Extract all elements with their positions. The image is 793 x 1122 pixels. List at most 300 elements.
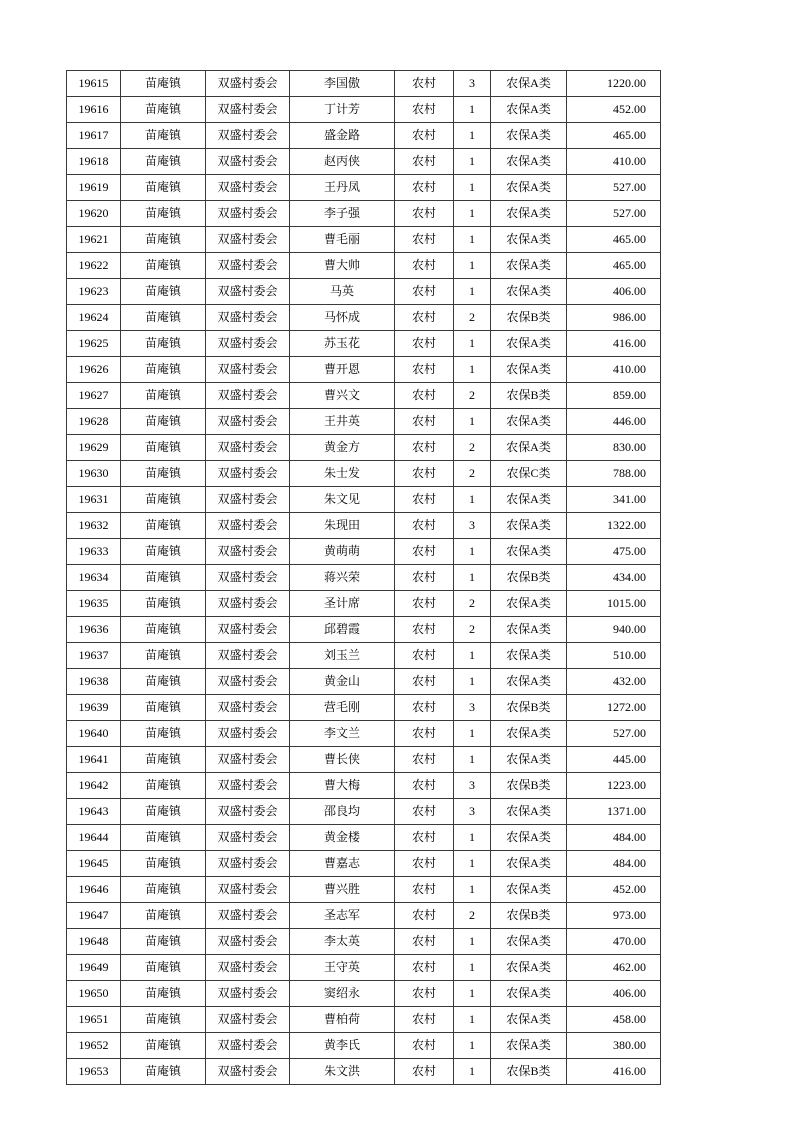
cell-amount: 510.00	[567, 643, 661, 669]
cell-type: 农村	[395, 617, 454, 643]
cell-town: 苗庵镇	[121, 227, 206, 253]
cell-village: 双盛村委会	[206, 825, 290, 851]
cell-count: 1	[454, 539, 491, 565]
table-row	[67, 305, 661, 331]
cell-id: 19630	[67, 461, 121, 487]
table-row	[67, 71, 661, 97]
cell-village: 双盛村委会	[206, 1007, 290, 1033]
cell-town: 苗庵镇	[121, 617, 206, 643]
cell-amount: 446.00	[567, 409, 661, 435]
cell-town: 苗庵镇	[121, 695, 206, 721]
cell-id: 19628	[67, 409, 121, 435]
table-row	[67, 149, 661, 175]
cell-town: 苗庵镇	[121, 1033, 206, 1059]
cell-village: 双盛村委会	[206, 799, 290, 825]
cell-village: 双盛村委会	[206, 409, 290, 435]
cell-village: 双盛村委会	[206, 565, 290, 591]
cell-id: 19646	[67, 877, 121, 903]
cell-amount: 484.00	[567, 851, 661, 877]
cell-town: 苗庵镇	[121, 851, 206, 877]
cell-name: 王井英	[290, 409, 395, 435]
cell-category: 农保A类	[491, 955, 567, 981]
table-row	[67, 227, 661, 253]
cell-name: 圣计席	[290, 591, 395, 617]
table-row	[67, 279, 661, 305]
cell-village: 双盛村委会	[206, 591, 290, 617]
cell-id: 19639	[67, 695, 121, 721]
cell-count: 3	[454, 513, 491, 539]
cell-town: 苗庵镇	[121, 643, 206, 669]
cell-count: 1	[454, 487, 491, 513]
cell-town: 苗庵镇	[121, 331, 206, 357]
table-row	[67, 383, 661, 409]
cell-type: 农村	[395, 1007, 454, 1033]
cell-count: 3	[454, 773, 491, 799]
cell-category: 农保A类	[491, 227, 567, 253]
cell-name: 朱士发	[290, 461, 395, 487]
table-row	[67, 773, 661, 799]
cell-category: 农保B类	[491, 565, 567, 591]
cell-town: 苗庵镇	[121, 435, 206, 461]
cell-town: 苗庵镇	[121, 201, 206, 227]
cell-type: 农村	[395, 461, 454, 487]
cell-village: 双盛村委会	[206, 227, 290, 253]
cell-amount: 1272.00	[567, 695, 661, 721]
cell-count: 1	[454, 227, 491, 253]
cell-type: 农村	[395, 175, 454, 201]
cell-village: 双盛村委会	[206, 981, 290, 1007]
cell-village: 双盛村委会	[206, 487, 290, 513]
cell-id: 19648	[67, 929, 121, 955]
cell-amount: 484.00	[567, 825, 661, 851]
cell-count: 1	[454, 981, 491, 1007]
table-row	[67, 877, 661, 903]
cell-count: 1	[454, 175, 491, 201]
cell-category: 农保A类	[491, 747, 567, 773]
cell-name: 曹大梅	[290, 773, 395, 799]
cell-village: 双盛村委会	[206, 513, 290, 539]
cell-category: 农保A类	[491, 97, 567, 123]
cell-count: 2	[454, 305, 491, 331]
table-row	[67, 825, 661, 851]
table-row	[67, 1007, 661, 1033]
cell-amount: 940.00	[567, 617, 661, 643]
cell-name: 丁计芳	[290, 97, 395, 123]
cell-id: 19637	[67, 643, 121, 669]
cell-count: 1	[454, 1033, 491, 1059]
cell-count: 1	[454, 279, 491, 305]
cell-amount: 434.00	[567, 565, 661, 591]
cell-category: 农保A类	[491, 799, 567, 825]
cell-village: 双盛村委会	[206, 383, 290, 409]
cell-village: 双盛村委会	[206, 305, 290, 331]
cell-amount: 470.00	[567, 929, 661, 955]
cell-amount: 465.00	[567, 253, 661, 279]
cell-amount: 1371.00	[567, 799, 661, 825]
cell-type: 农村	[395, 227, 454, 253]
cell-town: 苗庵镇	[121, 955, 206, 981]
cell-count: 3	[454, 799, 491, 825]
cell-category: 农保A类	[491, 1007, 567, 1033]
cell-count: 1	[454, 149, 491, 175]
table-row	[67, 461, 661, 487]
cell-amount: 452.00	[567, 877, 661, 903]
cell-town: 苗庵镇	[121, 71, 206, 97]
cell-category: 农保C类	[491, 461, 567, 487]
cell-id: 19618	[67, 149, 121, 175]
cell-type: 农村	[395, 773, 454, 799]
cell-town: 苗庵镇	[121, 305, 206, 331]
cell-type: 农村	[395, 695, 454, 721]
cell-count: 1	[454, 565, 491, 591]
cell-category: 农保A类	[491, 357, 567, 383]
cell-category: 农保A类	[491, 929, 567, 955]
cell-name: 曹嘉志	[290, 851, 395, 877]
table-row	[67, 669, 661, 695]
cell-id: 19642	[67, 773, 121, 799]
cell-id: 19617	[67, 123, 121, 149]
cell-village: 双盛村委会	[206, 253, 290, 279]
cell-town: 苗庵镇	[121, 799, 206, 825]
cell-type: 农村	[395, 851, 454, 877]
table-row	[67, 617, 661, 643]
cell-count: 2	[454, 617, 491, 643]
cell-amount: 462.00	[567, 955, 661, 981]
cell-village: 双盛村委会	[206, 71, 290, 97]
table-row	[67, 331, 661, 357]
table-row	[67, 903, 661, 929]
cell-town: 苗庵镇	[121, 747, 206, 773]
cell-name: 黄金楼	[290, 825, 395, 851]
cell-type: 农村	[395, 513, 454, 539]
cell-amount: 432.00	[567, 669, 661, 695]
cell-id: 19615	[67, 71, 121, 97]
cell-village: 双盛村委会	[206, 877, 290, 903]
cell-name: 王守英	[290, 955, 395, 981]
cell-id: 19622	[67, 253, 121, 279]
table-row	[67, 487, 661, 513]
cell-count: 1	[454, 747, 491, 773]
cell-count: 1	[454, 929, 491, 955]
cell-name: 曹开恩	[290, 357, 395, 383]
cell-amount: 445.00	[567, 747, 661, 773]
cell-name: 马怀成	[290, 305, 395, 331]
cell-count: 1	[454, 253, 491, 279]
cell-name: 赵丙侠	[290, 149, 395, 175]
cell-id: 19638	[67, 669, 121, 695]
cell-id: 19634	[67, 565, 121, 591]
cell-type: 农村	[395, 643, 454, 669]
table-row	[67, 955, 661, 981]
cell-name: 黄金方	[290, 435, 395, 461]
cell-count: 1	[454, 331, 491, 357]
cell-id: 19625	[67, 331, 121, 357]
cell-category: 农保A类	[491, 669, 567, 695]
cell-category: 农保B类	[491, 695, 567, 721]
cell-village: 双盛村委会	[206, 929, 290, 955]
cell-count: 1	[454, 877, 491, 903]
table-row	[67, 253, 661, 279]
cell-id: 19620	[67, 201, 121, 227]
cell-name: 曹长侠	[290, 747, 395, 773]
cell-town: 苗庵镇	[121, 669, 206, 695]
table-row	[67, 357, 661, 383]
table-row	[67, 513, 661, 539]
cell-amount: 1223.00	[567, 773, 661, 799]
cell-id: 19629	[67, 435, 121, 461]
cell-village: 双盛村委会	[206, 123, 290, 149]
cell-id: 19619	[67, 175, 121, 201]
cell-id: 19621	[67, 227, 121, 253]
cell-category: 农保B类	[491, 773, 567, 799]
cell-amount: 416.00	[567, 331, 661, 357]
cell-id: 19641	[67, 747, 121, 773]
cell-category: 农保B类	[491, 903, 567, 929]
table-row	[67, 97, 661, 123]
cell-village: 双盛村委会	[206, 669, 290, 695]
table-row	[67, 929, 661, 955]
cell-category: 农保A类	[491, 435, 567, 461]
cell-amount: 527.00	[567, 175, 661, 201]
cell-village: 双盛村委会	[206, 279, 290, 305]
cell-name: 黄金山	[290, 669, 395, 695]
cell-name: 刘玉兰	[290, 643, 395, 669]
cell-name: 曹兴胜	[290, 877, 395, 903]
cell-type: 农村	[395, 669, 454, 695]
cell-id: 19636	[67, 617, 121, 643]
cell-town: 苗庵镇	[121, 1059, 206, 1085]
cell-count: 1	[454, 825, 491, 851]
cell-amount: 406.00	[567, 981, 661, 1007]
table-row	[67, 201, 661, 227]
cell-type: 农村	[395, 435, 454, 461]
cell-town: 苗庵镇	[121, 1007, 206, 1033]
cell-count: 1	[454, 1059, 491, 1085]
cell-category: 农保A类	[491, 825, 567, 851]
cell-id: 19640	[67, 721, 121, 747]
cell-category: 农保A类	[491, 487, 567, 513]
cell-count: 1	[454, 97, 491, 123]
cell-village: 双盛村委会	[206, 539, 290, 565]
cell-village: 双盛村委会	[206, 331, 290, 357]
cell-count: 1	[454, 409, 491, 435]
cell-town: 苗庵镇	[121, 383, 206, 409]
cell-village: 双盛村委会	[206, 149, 290, 175]
cell-category: 农保B类	[491, 383, 567, 409]
cell-type: 农村	[395, 747, 454, 773]
cell-category: 农保A类	[491, 149, 567, 175]
cell-type: 农村	[395, 799, 454, 825]
cell-id: 19651	[67, 1007, 121, 1033]
cell-name: 黄李氏	[290, 1033, 395, 1059]
cell-amount: 986.00	[567, 305, 661, 331]
table-body	[67, 71, 661, 1085]
cell-village: 双盛村委会	[206, 201, 290, 227]
table-row	[67, 1033, 661, 1059]
cell-count: 1	[454, 955, 491, 981]
cell-village: 双盛村委会	[206, 435, 290, 461]
cell-count: 2	[454, 435, 491, 461]
cell-name: 窦绍永	[290, 981, 395, 1007]
cell-category: 农保A类	[491, 253, 567, 279]
cell-category: 农保A类	[491, 513, 567, 539]
cell-town: 苗庵镇	[121, 175, 206, 201]
cell-town: 苗庵镇	[121, 253, 206, 279]
table-row	[67, 981, 661, 1007]
cell-id: 19616	[67, 97, 121, 123]
cell-town: 苗庵镇	[121, 487, 206, 513]
cell-type: 农村	[395, 955, 454, 981]
cell-amount: 410.00	[567, 149, 661, 175]
cell-id: 19647	[67, 903, 121, 929]
cell-count: 1	[454, 201, 491, 227]
table-row	[67, 747, 661, 773]
cell-type: 农村	[395, 409, 454, 435]
cell-town: 苗庵镇	[121, 721, 206, 747]
cell-village: 双盛村委会	[206, 955, 290, 981]
table-row	[67, 409, 661, 435]
cell-type: 农村	[395, 1059, 454, 1085]
cell-amount: 416.00	[567, 1059, 661, 1085]
cell-type: 农村	[395, 721, 454, 747]
cell-category: 农保A类	[491, 331, 567, 357]
cell-town: 苗庵镇	[121, 279, 206, 305]
cell-type: 农村	[395, 383, 454, 409]
cell-town: 苗庵镇	[121, 539, 206, 565]
cell-town: 苗庵镇	[121, 97, 206, 123]
cell-type: 农村	[395, 331, 454, 357]
table-row	[67, 591, 661, 617]
cell-count: 2	[454, 591, 491, 617]
cell-amount: 341.00	[567, 487, 661, 513]
cell-category: 农保A类	[491, 643, 567, 669]
cell-category: 农保A类	[491, 1033, 567, 1059]
cell-amount: 465.00	[567, 123, 661, 149]
cell-town: 苗庵镇	[121, 357, 206, 383]
cell-town: 苗庵镇	[121, 461, 206, 487]
cell-type: 农村	[395, 1033, 454, 1059]
cell-count: 3	[454, 695, 491, 721]
cell-town: 苗庵镇	[121, 773, 206, 799]
cell-amount: 410.00	[567, 357, 661, 383]
cell-village: 双盛村委会	[206, 1033, 290, 1059]
cell-name: 曹兴文	[290, 383, 395, 409]
cell-count: 2	[454, 903, 491, 929]
cell-count: 1	[454, 357, 491, 383]
cell-category: 农保A类	[491, 851, 567, 877]
cell-town: 苗庵镇	[121, 513, 206, 539]
cell-village: 双盛村委会	[206, 773, 290, 799]
cell-name: 朱现田	[290, 513, 395, 539]
cell-type: 农村	[395, 929, 454, 955]
benefits-table	[66, 70, 661, 1085]
cell-amount: 788.00	[567, 461, 661, 487]
cell-type: 农村	[395, 565, 454, 591]
cell-name: 朱文见	[290, 487, 395, 513]
cell-name: 王丹凤	[290, 175, 395, 201]
cell-amount: 527.00	[567, 201, 661, 227]
cell-town: 苗庵镇	[121, 409, 206, 435]
cell-name: 李国傲	[290, 71, 395, 97]
cell-count: 1	[454, 643, 491, 669]
cell-amount: 527.00	[567, 721, 661, 747]
cell-amount: 1015.00	[567, 591, 661, 617]
cell-category: 农保A类	[491, 71, 567, 97]
cell-type: 农村	[395, 253, 454, 279]
cell-name: 苏玉花	[290, 331, 395, 357]
cell-village: 双盛村委会	[206, 97, 290, 123]
cell-name: 曹柏荷	[290, 1007, 395, 1033]
cell-type: 农村	[395, 981, 454, 1007]
cell-count: 1	[454, 123, 491, 149]
cell-id: 19644	[67, 825, 121, 851]
table-row	[67, 435, 661, 461]
table-row	[67, 851, 661, 877]
cell-id: 19635	[67, 591, 121, 617]
cell-name: 圣志军	[290, 903, 395, 929]
cell-count: 3	[454, 71, 491, 97]
cell-village: 双盛村委会	[206, 851, 290, 877]
cell-type: 农村	[395, 877, 454, 903]
cell-amount: 452.00	[567, 97, 661, 123]
cell-town: 苗庵镇	[121, 877, 206, 903]
cell-town: 苗庵镇	[121, 929, 206, 955]
cell-village: 双盛村委会	[206, 643, 290, 669]
table-row	[67, 695, 661, 721]
cell-type: 农村	[395, 123, 454, 149]
table-row	[67, 721, 661, 747]
cell-category: 农保A类	[491, 539, 567, 565]
cell-id: 19632	[67, 513, 121, 539]
cell-type: 农村	[395, 201, 454, 227]
table-row	[67, 643, 661, 669]
cell-type: 农村	[395, 591, 454, 617]
table-row	[67, 175, 661, 201]
cell-village: 双盛村委会	[206, 1059, 290, 1085]
cell-type: 农村	[395, 97, 454, 123]
cell-count: 1	[454, 1007, 491, 1033]
cell-category: 农保A类	[491, 201, 567, 227]
cell-id: 19650	[67, 981, 121, 1007]
cell-amount: 380.00	[567, 1033, 661, 1059]
cell-name: 邵良均	[290, 799, 395, 825]
cell-type: 农村	[395, 149, 454, 175]
cell-category: 农保A类	[491, 279, 567, 305]
cell-count: 2	[454, 383, 491, 409]
cell-id: 19653	[67, 1059, 121, 1085]
cell-amount: 1322.00	[567, 513, 661, 539]
cell-category: 农保A类	[491, 981, 567, 1007]
cell-town: 苗庵镇	[121, 825, 206, 851]
table-row	[67, 799, 661, 825]
cell-town: 苗庵镇	[121, 149, 206, 175]
cell-type: 农村	[395, 279, 454, 305]
cell-village: 双盛村委会	[206, 461, 290, 487]
cell-id: 19627	[67, 383, 121, 409]
cell-town: 苗庵镇	[121, 903, 206, 929]
table-row	[67, 565, 661, 591]
cell-category: 农保A类	[491, 591, 567, 617]
cell-category: 农保A类	[491, 877, 567, 903]
cell-village: 双盛村委会	[206, 695, 290, 721]
cell-amount: 830.00	[567, 435, 661, 461]
cell-amount: 973.00	[567, 903, 661, 929]
cell-name: 曹大帅	[290, 253, 395, 279]
cell-village: 双盛村委会	[206, 747, 290, 773]
cell-id: 19624	[67, 305, 121, 331]
cell-town: 苗庵镇	[121, 591, 206, 617]
table-row	[67, 1059, 661, 1085]
